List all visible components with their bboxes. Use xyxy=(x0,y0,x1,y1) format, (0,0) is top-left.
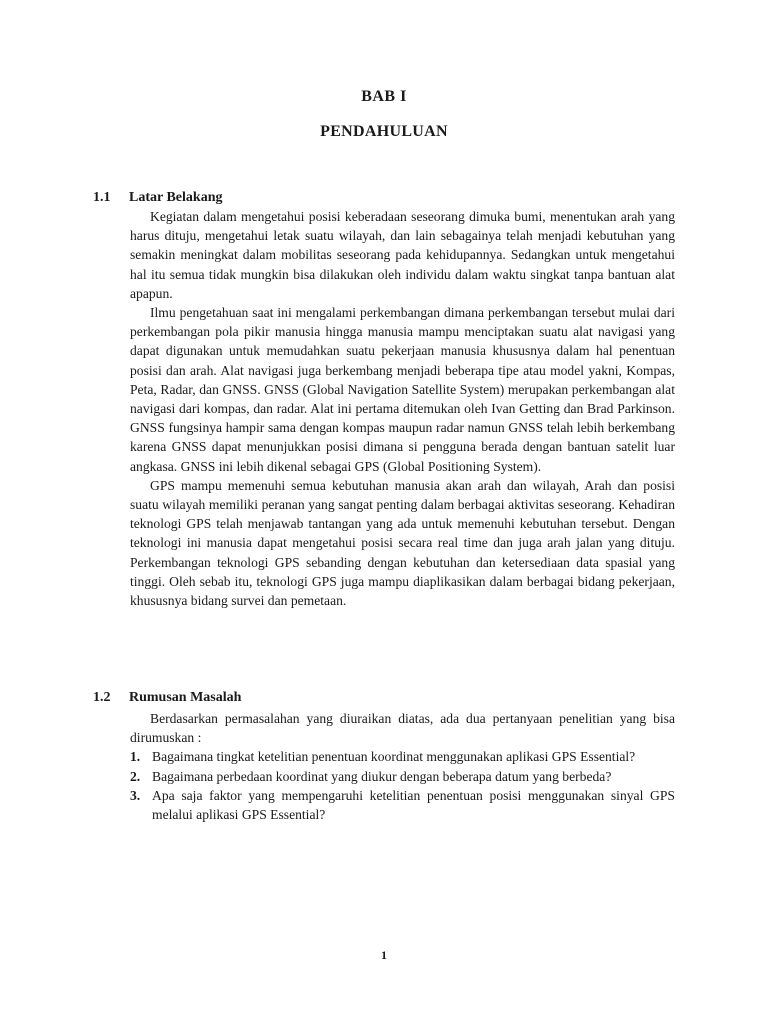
section-title: Latar Belakang xyxy=(129,190,223,205)
list-number: 2. xyxy=(130,768,141,784)
list-text: Apa saja faktor yang mempengaruhi ketelitian penentuan posisi menggunakan sinyal GPS melalui aplikasi GPS Essential? xyxy=(152,787,675,823)
paragraph: Ilmu pengetahuan saat ini mengalami perkembangan dimana perkembangan tersebut mulai dari perkembangan pola pikir manusia hingga manusia mampu menciptakan suatu alat navigasi yang dapat digunakan untuk memudahkan suatu pekerjaan manusia khususnya dalam hal penentuan posisi dan arah. Alat navigasi juga berkembang menjadi beberapa tipe atau model yakni, Kompas, Peta, Radar, dan GNSS. GNSS (Global Navigation Satellite System) merupakan perkembangan alat navigasi dari kompas, dan radar. Alat ini pertama ditemukan oleh Ivan Getting dan Brad Parkinson. GNSS fungsinya hampir sama dengan kompas maupun radar namun GNSS telah lebih berkembang karena GNSS dapat menunjukkan posisi dimana si pengguna berada dengan bantuan satelit luar angkasa. GNSS ini lebih dikenal sebagai GPS (Global Positioning System). xyxy=(130,305,675,474)
list-item xyxy=(130,767,675,786)
list-number: 1. xyxy=(130,749,141,765)
research-questions-list xyxy=(130,747,675,824)
list-item xyxy=(130,747,675,766)
section-title: Rumusan Masalah xyxy=(129,690,242,705)
list-text: Bagaimana tingkat ketelitian penentuan koordinat menggunakan aplikasi GPS Essential? xyxy=(152,749,636,765)
paragraph: Kegiatan dalam mengetahui posisi keberadaan seseorang dimuka bumi, menentukan arah yang harus dituju, mengetahui letak suatu wilayah, dan lain sebagainya telah menjadi kebutuhan yang semakin meningkat dalam mobilitas seseorang pada kehidupannya. Sedangkan untuk mengetahui hal itu semua tidak mungkin bisa dilakukan oleh individu dalam waktu singkat tanpa bantuan alat apapun. xyxy=(130,209,675,301)
list-number: 3. xyxy=(130,787,141,803)
chapter-title: PENDAHULUAN xyxy=(320,123,448,140)
paragraph: GPS mampu memenuhi semua kebutuhan manusia akan arah dan wilayah, Arah dan posisi suatu wilayah memiliki peranan yang sangat penting dalam berbagai aktivitas seseorang. Kehadiran teknologi GPS telah menjawab tantangan yang ada untuk memenuhi kebutuhan tersebut. Dengan teknologi ini manusia dapat mengetahui posisi secara real time dan juga arah jalan yang dituju. Perkembangan teknologi GPS sebanding dengan kebutuhan dan ketersediaan data spasial yang tinggi. Oleh sebab itu, teknologi GPS juga mampu diaplikasikan dalam berbagai bidang pekerjaan, khususnya bidang survei dan pemetaan. xyxy=(130,477,675,609)
section-heading-rumusan-masalah xyxy=(93,688,241,708)
section-body-latar-belakang xyxy=(130,207,675,610)
section-body-rumusan-masalah xyxy=(130,709,675,824)
section-number: 1.2 xyxy=(93,690,111,705)
paragraph: Berdasarkan permasalahan yang diuraikan diatas, ada dua pertanyaan penelitian yang bisa dirumuskan : xyxy=(130,711,675,746)
list-item xyxy=(130,786,675,824)
section-number: 1.1 xyxy=(93,190,111,205)
section-heading-latar-belakang xyxy=(93,188,222,208)
list-text: Bagaimana perbedaan koordinat yang diukur dengan beberapa datum yang berbeda? xyxy=(152,768,612,784)
page-number: 1 xyxy=(381,948,387,962)
chapter-label: BAB I xyxy=(361,88,407,105)
